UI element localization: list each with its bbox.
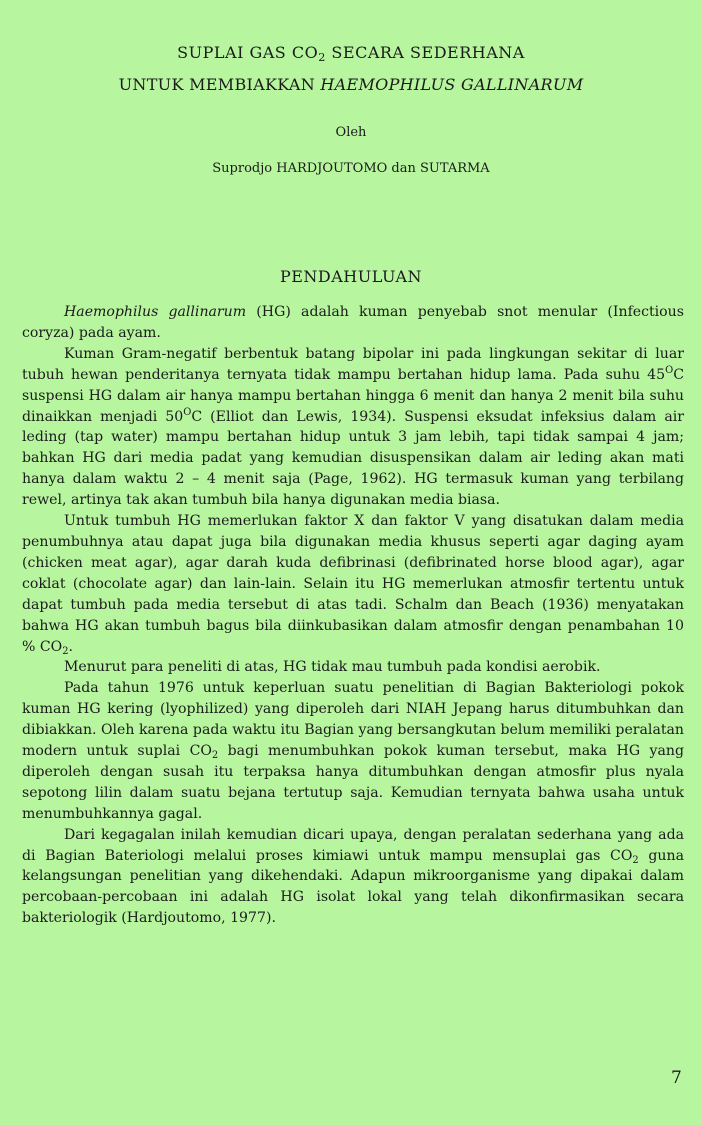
title-organism-name: HAEMOPHILUS GALLINARUM bbox=[320, 75, 584, 94]
byline: Oleh bbox=[335, 125, 367, 140]
paragraph-2: Kuman Gram-negatif berbentuk batang bipolar ini pada lingkungan sekitar di luar tubuh hewan penderitanya ternyata tidak mampu bertahan hidup lama. Pada suhu $45^OC$ suspensi HG dalam air hanya mampu bertahan hingga 6 menit dan hanya 2 menit bila suhu dinaikkan menjadi $50^OC$ (Elliot dan Lewis, 1934). Suspensi eksudat infeksius dalam air leding (tap water) mampu bertahan hidup untuk 3 jam lebih, tapi tidak sampai 4 jam; bahkan HG dari media padat yang kemudian disuspensikan dalam air leding akan mati hanya dalam waktu 2 – 4 menit saja (Page, 1962). HG termasuk kuman yang terbilang rewel, artinya tak akan tumbuh bila hanya digunakan media biasa. bbox=[22, 345, 684, 509]
authors: Suprodjo HARDJOUTOMO dan SUTARMA bbox=[212, 161, 490, 176]
section-heading: PENDAHULUAN bbox=[279, 267, 423, 286]
paragraph-3: Untuk tumbuh HG memerlukan faktor X dan faktor V yang disatukan dalam media penumbuhnya atau dapat juga bila digunakan media khusus seperti agar daging ayam (chicken meat agar), agar darah kuda defibrinasi (defibrinated horse blood agar), agar coklat (chocolate agar) dan lain-lain. Selain itu HG memerlukan atmosfir tertentu untuk dapat tumbuh pada media tersebut di atas tadi. Schalm dan Beach (1936) menyatakan bahwa HG akan tumbuh bagus bila diinkubasikan dalam atmosfir dengan penambahan 10 % $CO_2$. bbox=[22, 513, 684, 657]
title-line-1: SUPLAI GAS $CO_2$ SECARA SEDERHANA bbox=[177, 43, 525, 64]
paragraph-5: Pada tahun 1976 untuk keperluan suatu penelitian di Bagian Bakteriologi pokok kuman HG kering (lyophilized) yang diperoleh dari NIAH Jepang harus ditumbuhkan dan dibiakkan. Oleh karena pada waktu itu Bagian yang bersangkutan belum memiliki peralatan modern untuk suplai $CO_2$ bagi menumbuhkan pokok kuman tersebut, maka HG yang diperoleh dengan susah itu terpaksa hanya ditumbuhkan dengan atmosfir plus nyala sepotong lilin dalam suatu bejana tertutup saja. Kemudian ternyata bahwa usaha untuk menumbuhkannya gagal. bbox=[22, 680, 684, 822]
body-text bbox=[22, 302, 684, 929]
paragraph-4: Menurut para peneliti di atas, HG tidak mau tumbuh pada kondisi aerobik. bbox=[64, 659, 601, 676]
title-line-2: UNTUK MEMBIAKKAN HAEMOPHILUS GALLINARUM bbox=[118, 75, 584, 94]
page-number: 7 bbox=[671, 1068, 682, 1088]
paragraph-1: Haemophilus gallinarum (HG) adalah kuman penyebab snot menular (Infectious coryza) pada ayam. bbox=[22, 304, 684, 341]
paragraph-6: Dari kegagalan inilah kemudian dicari upaya, dengan peralatan sederhana yang ada di Bagian Bateriologi melalui proses kimiawi untuk mampu mensuplai gas $CO_2$ guna kelangsungan penelitian yang dikehendaki. Adapun mikroorganisme yang dipakai dalam percobaan-percobaan ini adalah HG isolat lokal yang telah dikonfirmasikan secara bakteriologik (Hardjoutomo, 1977). bbox=[22, 826, 684, 927]
